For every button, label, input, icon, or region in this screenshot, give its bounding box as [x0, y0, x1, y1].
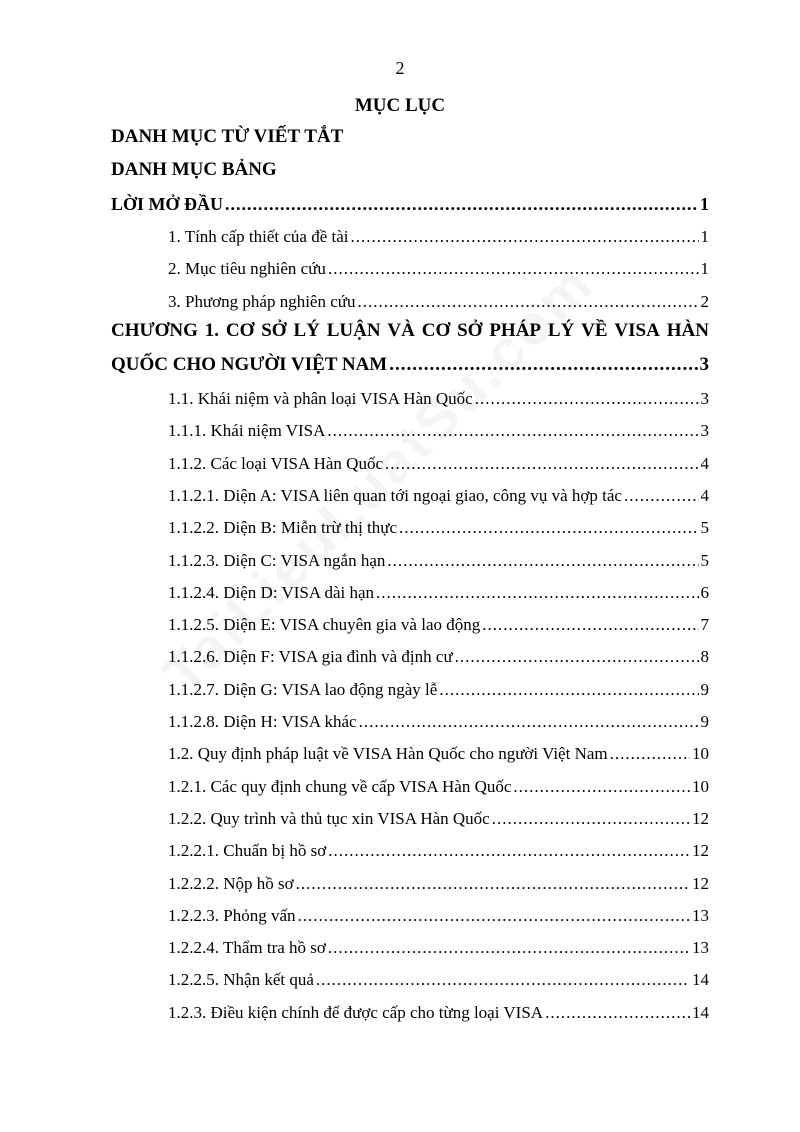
toc-entry-label: 1.1.2.1. Diện A: VISA liên quan tới ngoại giao, công vụ và hợp tác — [168, 485, 622, 505]
leader-dots — [610, 744, 690, 764]
leader-dots — [455, 647, 699, 667]
leader-dots — [296, 874, 690, 894]
leader-dots — [376, 583, 698, 603]
toc-entry-page: 13 — [692, 938, 709, 958]
heading-tables: DANH MỤC BẢNG — [111, 159, 277, 180]
leader-dots — [327, 421, 698, 441]
chapter-title-word: LÝ — [547, 320, 575, 341]
leader-dots — [357, 292, 698, 312]
toc-entry-chapter-1[interactable] — [111, 354, 709, 378]
toc-entry-label: 1. Tính cấp thiết của đề tài — [168, 227, 349, 246]
leader-dots — [359, 712, 699, 732]
chapter-title-word: PHÁP — [489, 320, 542, 341]
toc-entry-label: 1.2.3. Điều kiện chính để được cấp cho từng loại VISA — [168, 1002, 544, 1022]
toc-entry-page: 14 — [692, 970, 709, 990]
toc-entry-page: 12 — [692, 808, 709, 828]
toc-title: MỤC LỤC — [354, 95, 446, 116]
chapter-title-word: CHƯƠNG — [111, 320, 198, 341]
toc-entry[interactable] — [168, 551, 709, 575]
toc-entry-page: 2 — [700, 291, 709, 311]
leader-dots — [225, 194, 698, 215]
toc-entry[interactable] — [168, 259, 709, 283]
toc-entry-label: 1.2.2.4. Thẩm tra hồ sơ — [168, 938, 326, 958]
toc-entry-label: LỜI MỞ ĐẦU — [111, 194, 223, 214]
toc-entry-page: 7 — [700, 615, 709, 635]
toc-entry[interactable] — [168, 906, 709, 930]
chapter-title-word: CƠ — [225, 320, 255, 341]
toc-entry-page: 4 — [700, 485, 709, 505]
toc-entry-page: 3 — [700, 389, 709, 408]
chapter-title-word: VÀ — [387, 320, 415, 341]
toc-entry-page: 6 — [700, 582, 709, 602]
toc-entry-page: 5 — [700, 550, 709, 570]
page-number: 2 — [395, 58, 405, 78]
toc-entry-page: 1 — [700, 259, 709, 279]
toc-entry-page: 5 — [700, 518, 709, 538]
toc-entry[interactable] — [168, 777, 709, 801]
toc-entry[interactable] — [168, 647, 709, 671]
toc-entry-label: 1.2.2.3. Phỏng vấn — [168, 905, 296, 925]
chapter-title-word: SỞ — [261, 320, 287, 341]
toc-entry-label: 1.2. Quy định pháp luật về VISA Hàn Quốc cho người Việt Nam — [168, 744, 608, 764]
toc-entry-label: 1.2.2.2. Nộp hồ sơ — [168, 873, 294, 893]
toc-entry-label: 1.1.2.4. Diện D: VISA dài hạn — [168, 582, 375, 602]
toc-entry[interactable] — [168, 583, 709, 607]
toc-entry[interactable] — [168, 744, 709, 768]
toc-entry-label: 1.1.2.5. Diện E: VISA chuyên gia và lao động — [168, 615, 481, 635]
toc-entry-page: 1 — [700, 194, 709, 214]
toc-entry[interactable] — [168, 615, 709, 639]
leader-dots — [545, 1003, 690, 1023]
toc-entry[interactable] — [168, 970, 709, 994]
toc-entry-label: 2. Mục tiêu nghiên cứu — [168, 259, 326, 279]
toc-entry[interactable] — [168, 389, 709, 413]
leader-dots — [482, 615, 698, 635]
toc-entry-page: 9 — [700, 679, 709, 699]
leader-dots — [328, 259, 699, 279]
chapter-title-word: LÝ — [293, 320, 320, 341]
leader-dots — [475, 389, 699, 409]
toc-entry[interactable] — [168, 874, 709, 898]
toc-entry-page: 12 — [692, 873, 709, 893]
chapter-title-word: 1. — [204, 320, 220, 341]
toc-entry-label: 1.1.1. Khái niệm VISA — [168, 421, 326, 441]
chapter-title-word: SỞ — [457, 320, 483, 341]
toc-entry-page: 12 — [692, 841, 709, 861]
toc-entry-page: 10 — [692, 776, 709, 796]
chapter-title-word: HÀN — [666, 320, 709, 341]
leader-dots — [399, 518, 698, 538]
toc-entry-page: 13 — [692, 905, 709, 925]
leader-dots — [328, 841, 690, 861]
leader-dots — [624, 486, 699, 506]
toc-entry-label: 1.2.2. Quy trình và thủ tục xin VISA Hàn Quốc — [168, 808, 490, 828]
leader-dots — [439, 680, 698, 700]
leader-dots — [350, 227, 698, 247]
toc-entry[interactable] — [168, 680, 709, 704]
toc-entry-page: 3 — [699, 354, 709, 375]
leader-dots — [316, 970, 690, 990]
toc-entry-label: 1.2.1. Các quy định chung về cấp VISA Hàn Quốc — [168, 776, 512, 796]
chapter-1-title-line1[interactable] — [111, 320, 709, 342]
chapter-title-word: VỀ — [581, 320, 608, 341]
toc-entry-label: 1.1.2.7. Diện G: VISA lao động ngày lễ — [168, 679, 438, 699]
leader-dots — [492, 809, 690, 829]
toc-entry[interactable] — [168, 712, 709, 736]
toc-entry-page: 9 — [700, 712, 709, 731]
leader-dots — [385, 454, 699, 474]
toc-entry-label: 3. Phương pháp nghiên cứu — [168, 291, 356, 311]
toc-entry-page: 10 — [692, 744, 709, 764]
toc-entry-page: 3 — [700, 421, 709, 441]
toc-entry-label: 1.1.2.8. Diện H: VISA khác — [168, 712, 357, 731]
toc-entry-label: 1.2.2.5. Nhận kết quả — [168, 970, 314, 990]
heading-abbreviations: DANH MỤC TỪ VIẾT TẮT — [111, 126, 344, 147]
toc-entry-label: 1.1.2.6. Diện F: VISA gia đình và định cư — [168, 647, 453, 667]
toc-entry-label: QUỐC CHO NGƯỜI VIỆT NAM — [111, 354, 388, 375]
toc-entry-page: 1 — [700, 227, 709, 246]
chapter-title-word: CƠ — [421, 320, 451, 341]
chapter-title-word: LUẬN — [326, 320, 381, 341]
toc-entry-label: 1.1.2.2. Diện B: Miễn trừ thị thực — [168, 518, 398, 538]
leader-dots — [387, 551, 698, 571]
toc-entry-page: 8 — [700, 647, 709, 667]
toc-entry[interactable] — [168, 454, 709, 478]
toc-entry[interactable] — [168, 841, 709, 865]
toc-entry-label: 1.1.2.3. Diện C: VISA ngắn hạn — [168, 550, 386, 570]
toc-entry[interactable] — [168, 486, 709, 510]
leader-dots — [298, 906, 691, 926]
toc-entry-label: 1.1. Khái niệm và phân loại VISA Hàn Quốc — [168, 389, 473, 408]
toc-entry-page: 4 — [700, 453, 709, 473]
toc-entry[interactable] — [168, 1003, 709, 1027]
toc-entry-label: 1.1.2. Các loại VISA Hàn Quốc — [168, 453, 383, 473]
toc-entry[interactable] — [168, 292, 709, 316]
toc-entry[interactable] — [168, 227, 709, 251]
toc-entry[interactable] — [168, 421, 709, 445]
leader-dots — [389, 354, 697, 376]
toc-entry[interactable] — [168, 938, 709, 962]
toc-entry[interactable] — [168, 809, 709, 833]
toc-entry[interactable] — [168, 518, 709, 542]
toc-entry-intro[interactable] — [111, 194, 709, 218]
toc-entry-page: 14 — [692, 1002, 709, 1022]
toc-entry-label: 1.2.2.1. Chuẩn bị hồ sơ — [168, 841, 327, 861]
leader-dots — [513, 777, 690, 797]
leader-dots — [328, 938, 690, 958]
chapter-title-word: VISA — [614, 320, 660, 341]
